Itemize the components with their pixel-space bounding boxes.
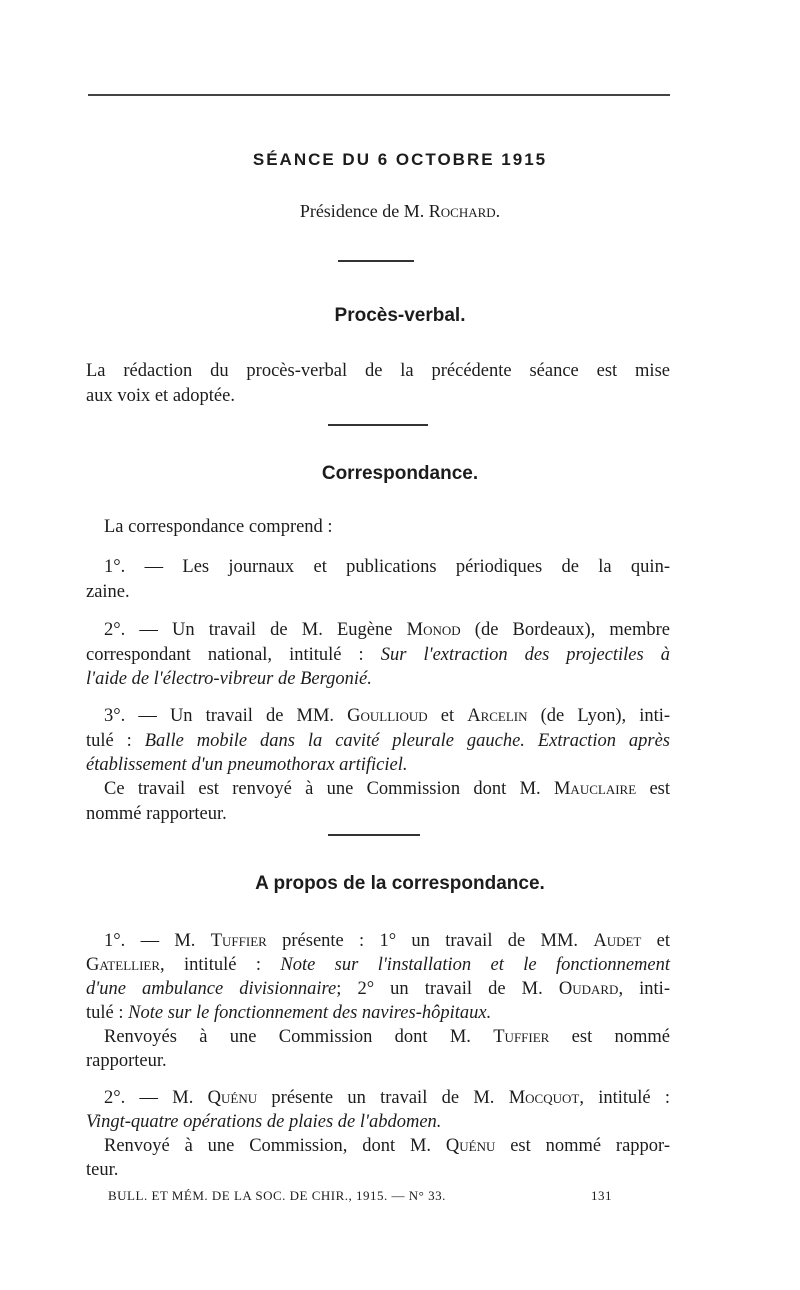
- author-monod: Monod: [406, 620, 461, 640]
- pv-line-1: La rédaction du procès-verbal de la précédente séance est mise: [86, 361, 670, 381]
- author-quenu-2: Quénu: [445, 1136, 496, 1156]
- presidency-prefix: Présidence de M.: [299, 201, 425, 221]
- session-title: SÉANCE DU 6 OCTOBRE 1915: [252, 150, 548, 169]
- ap-item1-line5: Renvoyés à une Commission dont M. Tuffier est nommé: [104, 1027, 671, 1047]
- ap-item2-line3: Renvoyé à une Commission, dont M. Quénu est nommé rappor-: [104, 1136, 671, 1156]
- pv-line-2: aux voix et adoptée.: [86, 386, 235, 406]
- ap-item1-line4: tulé : Note sur le fonctionnement des navires-hôpitaux.: [86, 1003, 492, 1023]
- corr-item2-line2: correspondant national, intitulé : Sur l'extraction des projectiles à: [86, 645, 671, 665]
- ap-item1-line2: Gatellier, intitulé : Note sur l'installation et le fonctionnement: [86, 955, 671, 975]
- author-audet: Audet: [593, 931, 642, 951]
- author-gatellier: Gatellier: [86, 955, 161, 975]
- title-italic: Sur l'extraction des projectiles à: [380, 645, 671, 665]
- correspondance-heading: Correspondance.: [321, 463, 479, 484]
- ap-item1-line3: d'une ambulance divisionnaire; 2° un travail de M. Oudard, inti-: [86, 979, 670, 999]
- corr-item1-line1: 1°. — Les journaux et publications périodiques de la quin-: [104, 557, 670, 577]
- ap-item2-line2: Vingt-quatre opérations de plaies de l'abdomen.: [86, 1112, 442, 1132]
- ap-item2-line1: 2°. — M. Quénu présente un travail de M. Mocquot, intitulé :: [104, 1088, 671, 1108]
- corr-item2-line3: l'aide de l'électro-vibreur de Bergonié.: [86, 669, 372, 689]
- separator-1: [338, 260, 414, 262]
- a-propos-heading: A propos de la correspondance.: [255, 873, 545, 894]
- author-tuffier-2: Tuffier: [493, 1027, 550, 1047]
- corr-item2-line1: 2°. — Un travail de M. Eugène Monod (de Bordeaux), membre: [104, 620, 670, 640]
- corr-item1-line2: zaine.: [86, 582, 130, 602]
- author-oudard: Oudard: [558, 979, 619, 999]
- ap-item2-line4: teur.: [86, 1160, 119, 1180]
- proces-verbal-heading: Procès-verbal.: [334, 305, 466, 326]
- corr-item3-line3: établissement d'un pneumothorax artificiel.: [86, 755, 408, 775]
- president-name: Rochard.: [428, 201, 501, 221]
- author-arcelin: Arcelin: [467, 706, 528, 726]
- separator-3: [328, 834, 420, 836]
- author-mauclaire: Mauclaire: [553, 779, 637, 799]
- corr-intro: La correspondance comprend :: [104, 517, 333, 537]
- author-goullioud: Goullioud: [347, 706, 428, 726]
- author-tuffier: Tuffier: [210, 931, 267, 951]
- corr-item3-line5: nommé rapporteur.: [86, 804, 227, 824]
- ap-item1-line6: rapporteur.: [86, 1051, 167, 1071]
- page-footer: [108, 1188, 612, 1204]
- author-quenu: Quénu: [207, 1088, 258, 1108]
- ap-item1-line1: 1°. — M. Tuffier présente : 1° un travail de MM. Audet et: [104, 931, 671, 951]
- corr-item3-line1: 3°. — Un travail de MM. Goullioud et Arcelin (de Lyon), inti-: [104, 706, 671, 726]
- corr-item3-line2: tulé : Balle mobile dans la cavité pleurale gauche. Extraction après: [86, 731, 670, 751]
- footer-citation: BULL. ET MÉM. DE LA SOC. DE CHIR., 1915. — N° 33.: [108, 1188, 446, 1203]
- author-mocquot: Mocquot: [508, 1088, 580, 1108]
- page-number: 131: [591, 1188, 612, 1203]
- corr-item3-line4: Ce travail est renvoyé à une Commission dont M. Mauclaire est: [104, 779, 671, 799]
- presidency-line: [0, 200, 800, 222]
- separator-2: [328, 424, 428, 426]
- top-rule: [88, 94, 670, 96]
